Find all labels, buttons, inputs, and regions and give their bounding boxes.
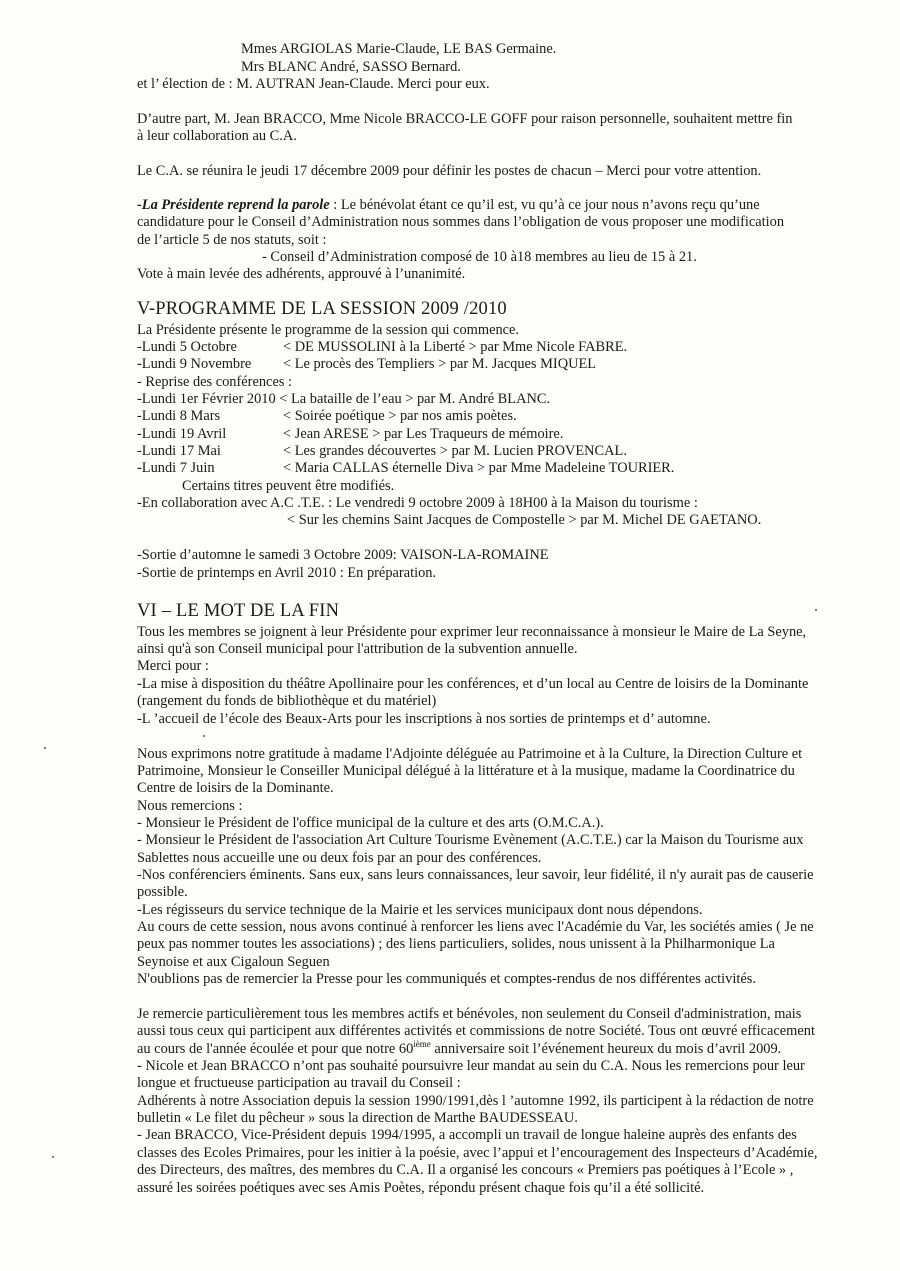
list-item: - Conseil d’Administration composé de 10 à18 membres au lieu de 15 à 21. <box>262 249 697 265</box>
paragraph-line: ainsi qu'à son Conseil municipal pour l'attribution de la subvention annuelle. <box>137 641 578 657</box>
paragraph-line: -En collaboration avec A.C .T.E. : Le vendredi 9 octobre 2009 à 18H00 à la Maison du tourisme : <box>137 495 698 511</box>
outing-line: -Sortie d’automne le samedi 3 Octobre 2009: VAISON-LA-ROMAINE <box>137 547 549 563</box>
paragraph-line: La Présidente présente le programme de la session qui commence. <box>137 322 520 338</box>
paragraph-line <box>137 197 760 214</box>
member-names-line-2: Mrs BLANC André, SASSO Bernard. <box>241 59 461 75</box>
paragraph-line: D’autre part, M. Jean BRACCO, Mme Nicole BRACCO-LE GOFF pour raison personnelle, souhaitent mettre fin <box>137 111 793 127</box>
programme-date: -Lundi 5 Octobre <box>137 339 237 355</box>
paragraph-line: -Nos conférenciers éminents. Sans eux, sans leurs connaissances, leur savoir, leur fidélité, il n'y aurait pas de causerie <box>137 867 814 883</box>
paragraph-line: à leur collaboration au C.A. <box>137 128 297 144</box>
scan-speck <box>815 609 817 611</box>
programme-date: -Lundi 19 Avril <box>137 426 227 442</box>
paragraph-line: bulletin « Le filet du pêcheur » sous la direction de Marthe BAUDESSEAU. <box>137 1110 578 1126</box>
paragraph-line: Au cours de cette session, nous avons continué à renforcer les liens avec l'Académie du Var, les sociétés amies ( Je ne <box>137 919 814 935</box>
outing-line: -Sortie de printemps en Avril 2010 : En préparation. <box>137 565 437 581</box>
election-line: et l’ élection de : M. AUTRAN Jean-Claude. Merci pour eux. <box>137 76 490 92</box>
programme-title: < Les grandes découvertes > par M. Lucien PROVENCAL. <box>283 443 627 459</box>
member-names-line-1: Mmes ARGIOLAS Marie-Claude, LE BAS Germaine. <box>241 41 557 57</box>
paragraph-line: longue et fructueuse participation au travail du Conseil : <box>137 1075 461 1091</box>
programme-date: -Lundi 17 Mai <box>137 443 221 459</box>
paragraph-line: candidature pour le Conseil d’Administration nous sommes dans l’obligation de vous proposer une modification <box>137 214 785 230</box>
ordinal-superscript: ième <box>413 1039 431 1049</box>
paragraph-line: -Les régisseurs du service technique de la Mairie et les services municipaux dont nous dépendons. <box>137 902 703 918</box>
speaker-text: : Le bénévolat étant ce qu’il est, vu qu’à ce jour nous n’avons reçu qu’une <box>329 197 760 213</box>
paragraph-line: Nous exprimons notre gratitude à madame l'Adjointe déléguée au Patrimoine et à la Culture, la Direction Culture et <box>137 746 803 762</box>
paragraph-line <box>137 1041 781 1058</box>
anniversary-text-end: anniversaire soit l’événement heureux du mois d’avril 2009. <box>430 1041 782 1057</box>
paragraph-line: des Directeurs, des maîtres, des membres du C.A. Il a organisé les concours « Premiers pas poétiques à l’Ecole » , <box>137 1162 794 1178</box>
paragraph-line: Vote à main levée des adhérents, approuvé à l’unanimité. <box>137 266 466 282</box>
section-heading-programme: V-PROGRAMME DE LA SESSION 2009 /2010 <box>137 299 507 319</box>
paragraph-line: possible. <box>137 884 188 900</box>
programme-title: < Jean ARESE > par Les Traqueurs de mémoire. <box>283 426 564 442</box>
programme-date: -Lundi 7 Juin <box>137 460 215 476</box>
paragraph-line: peux pas nommer toutes les associations) ; des liens particuliers, solides, nous unissent à la Philharmonique La <box>137 936 775 952</box>
programme-title: < DE MUSSOLINI à la Liberté > par Mme Nicole FABRE. <box>283 339 628 355</box>
paragraph-line: -L ’accueil de l’école des Beaux-Arts pour les inscriptions à nos sorties de printemps et d’ automne. <box>137 711 711 727</box>
paragraph-line: Je remercie particulièrement tous les membres actifs et bénévoles, non seulement du Conseil d'administration, mais <box>137 1006 802 1022</box>
paragraph-line: Tous les membres se joignent à leur Présidente pour exprimer leur reconnaissance à monsieur le Maire de La Seyne, <box>137 624 807 640</box>
anniversary-text: au cours de l'année écoulée et pour que notre 60 <box>137 1041 414 1057</box>
paragraph-line: < Sur les chemins Saint Jacques de Compostelle > par M. Michel DE GAETANO. <box>287 512 762 528</box>
programme-title: < Maria CALLAS éternelle Diva > par Mme Madeleine TOURIER. <box>283 460 675 476</box>
section-heading-closing: VI – LE MOT DE LA FIN <box>137 601 340 621</box>
scan-speck <box>52 1156 54 1158</box>
programme-date: -Lundi 8 Mars <box>137 408 221 424</box>
programme-title: < Soirée poétique > par nos amis poètes. <box>283 408 517 424</box>
paragraph-line: Seynoise et aux Cigaloun Seguen <box>137 954 330 970</box>
paragraph-line: Patrimoine, Monsieur le Conseiller Municipal délégué à la littérature et à la musique, madame la Coordinatrice du <box>137 763 795 779</box>
paragraph-line: - Reprise des conférences : <box>137 374 293 390</box>
paragraph-line: classes des Ecoles Primaires, pour les initier à la poésie, avec l’appui et l’encouragement des Inspecteurs d’Académie, <box>137 1145 818 1161</box>
paragraph-line: Centre de loisirs de la Dominante. <box>137 780 334 796</box>
paragraph-line: (rangement du fonds de bibliothèque et du matériel) <box>137 693 437 709</box>
paragraph-line: de l’article 5 de nos statuts, soit : <box>137 232 327 248</box>
scan-speck <box>203 735 205 737</box>
paragraph-line: assuré les soirées poétiques avec ses Amis Poètes, répondu présent chaque fois qu’il a été sollicité. <box>137 1180 705 1196</box>
paragraph-line: -La mise à disposition du théâtre Apollinaire pour les conférences, et d’un local au Centre de loisirs de la Dominante <box>137 676 809 692</box>
paragraph-line: - Monsieur le Président de l'office municipal de la culture et des arts (O.M.C.A.). <box>137 815 604 831</box>
paragraph-line: Sablettes nous accueille une ou deux fois par an pour des conférences. <box>137 850 542 866</box>
programme-item: -Lundi 1er Février 2010 < La bataille de l’eau > par M. André BLANC. <box>137 391 551 407</box>
paragraph-line: N'oublions pas de remercier la Presse pour les communiqués et comptes-rendus de nos différentes activités. <box>137 971 756 987</box>
paragraph-line: Nous remercions : <box>137 798 243 814</box>
programme-title: < Le procès des Templiers > par M. Jacques MIQUEL <box>283 356 597 372</box>
paragraph-line: aussi tous ceux qui participent aux différentes activités et commissions de notre Société. Tous ont œuvré efficacement <box>137 1023 815 1039</box>
programme-date: -Lundi 9 Novembre <box>137 356 252 372</box>
note-line: Certains titres peuvent être modifiés. <box>182 478 395 494</box>
paragraph-line: - Nicole et Jean BRACCO n’ont pas souhaité poursuivre leur mandat au sein du C.A. Nous les remercions pour leur <box>137 1058 805 1074</box>
speaker-label: -La Présidente reprend la parole <box>137 197 330 213</box>
paragraph-line: - Monsieur le Président de l'association Art Culture Tourisme Evènement (A.C.T.E.) car la Maison du Tourisme aux <box>137 832 804 848</box>
paragraph-line: Le C.A. se réunira le jeudi 17 décembre 2009 pour définir les postes de chacun – Merci pour votre attention. <box>137 163 762 179</box>
paragraph-line: - Jean BRACCO, Vice-Président depuis 1994/1995, a accompli un travail de longue haleine auprès des enfants des <box>137 1127 797 1143</box>
paragraph-line: Merci pour : <box>137 658 209 674</box>
paragraph-line: Adhérents à notre Association depuis la session 1990/1991,dès l ’automne 1992, ils participent à la rédaction de notre <box>137 1093 814 1109</box>
scan-speck <box>44 747 46 749</box>
